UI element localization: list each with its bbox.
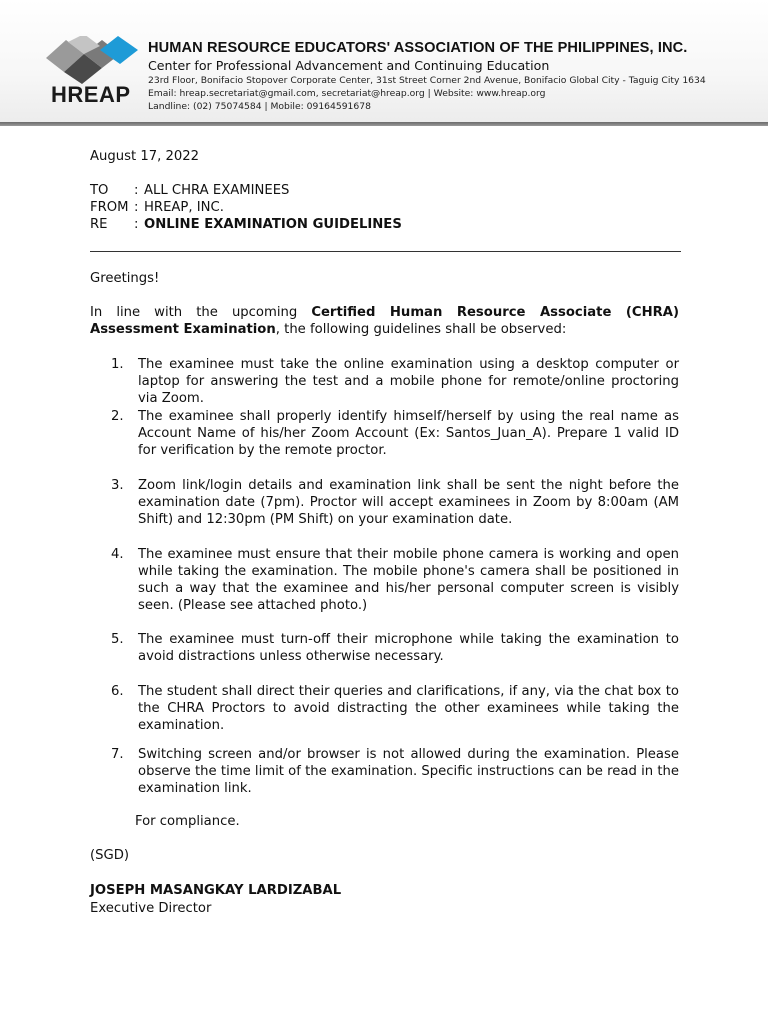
guideline-number: 1. bbox=[111, 357, 124, 372]
letter-date: August 17, 2022 bbox=[90, 149, 200, 164]
org-subtitle: Center for Professional Advancement and Continuing Education bbox=[148, 58, 550, 73]
guideline-text: The examinee must turn-off their microphone while taking the examination to avoid distractions unless otherwise necessary. bbox=[138, 632, 679, 664]
guideline-text: The examinee must ensure that their mobile phone camera is working and open while taking the examination. The mobile phone's camera shall be positioned in such a way that the examinee and his/her personal computer screen is visibly seen. (Please see attached photo.) bbox=[138, 547, 679, 613]
logo-text: HREAP bbox=[51, 82, 131, 107]
guideline-number: 7. bbox=[111, 747, 124, 762]
signer-title: Executive Director bbox=[90, 901, 212, 916]
intro-exam-name: Certified Human Resource Associate (CHRA) Assessment Examination bbox=[90, 305, 679, 337]
org-info bbox=[148, 40, 758, 112]
closing-line: For compliance. bbox=[135, 814, 240, 829]
signer-name: JOSEPH MASANGKAY LARDIZABAL bbox=[90, 883, 342, 898]
signature-mark: (SGD) bbox=[90, 848, 130, 863]
memo-colon: : bbox=[134, 200, 139, 215]
org-email: Email: hreap.secretariat@gmail.com, secretariat@hreap.org | Website: www.hreap.org bbox=[148, 88, 546, 99]
guideline-text: The examinee shall properly identify himself/herself by using the real name as Account Name of his/her Zoom Account (Ex: Santos_Juan_A). Prepare 1 valid ID for verification by the remote proctor. bbox=[138, 409, 679, 458]
memo-from-value: HREAP, INC. bbox=[144, 200, 224, 215]
memo-from bbox=[90, 199, 679, 216]
hreap-logo bbox=[44, 36, 140, 108]
guideline-text: Zoom link/login details and examination link shall be sent the night before the examination date (7pm). Proctor will accept examinees in Zoom by 8:00am (AM Shift) and 12:30pm (PM Shift) on your examination date. bbox=[138, 478, 679, 527]
intro-paragraph bbox=[90, 304, 679, 338]
hreap-logo-icon bbox=[44, 36, 140, 84]
memo-to-value: ALL CHRA EXAMINEES bbox=[144, 183, 290, 198]
guideline-number: 4. bbox=[111, 547, 124, 562]
org-phone: Landline: (02) 75074584 | Mobile: 09164591678 bbox=[148, 101, 371, 112]
guideline-text: Switching screen and/or browser is not allowed during the examination. Please observe the time limit of the examination. Specific instructions can be read in the examination link. bbox=[138, 747, 679, 796]
memo-to-label: TO bbox=[90, 183, 109, 198]
guideline-number: 6. bbox=[111, 684, 124, 699]
memo-colon: : bbox=[134, 217, 139, 232]
header-divider bbox=[0, 122, 768, 126]
intro-suffix: , the following guidelines shall be observed: bbox=[275, 322, 567, 337]
memo-divider bbox=[90, 251, 681, 252]
memo-colon: : bbox=[134, 183, 139, 198]
memo-re-value: ONLINE EXAMINATION GUIDELINES bbox=[144, 217, 402, 232]
memo-block bbox=[90, 182, 679, 233]
guideline-number: 3. bbox=[111, 478, 124, 493]
org-address: 23rd Floor, Bonifacio Stopover Corporate Center, 31st Street Corner 2nd Avenue, Bonifacio Global City - Taguig City 1634 bbox=[148, 75, 706, 86]
intro-prefix: In line with the upcoming bbox=[90, 305, 312, 320]
guideline-number: 2. bbox=[111, 409, 124, 424]
guideline-text: The examinee must take the online examination using a desktop computer or laptop for answering the test and a mobile phone for remote/online proctoring via Zoom. bbox=[138, 357, 679, 406]
guideline-number: 5. bbox=[111, 632, 124, 647]
memo-from-label: FROM bbox=[90, 200, 129, 215]
letterhead bbox=[0, 0, 768, 124]
guideline-text: The student shall direct their queries and clarifications, if any, via the chat box to the CHRA Proctors to avoid distracting the other examinees while taking the examination. bbox=[138, 684, 679, 733]
greeting: Greetings! bbox=[90, 271, 160, 286]
org-name: HUMAN RESOURCE EDUCATORS' ASSOCIATION OF THE PHILIPPINES, INC. bbox=[148, 40, 688, 56]
memo-re bbox=[90, 216, 679, 233]
memo-re-label: RE bbox=[90, 217, 108, 232]
memo-to bbox=[90, 182, 679, 199]
signer-block bbox=[90, 882, 341, 918]
